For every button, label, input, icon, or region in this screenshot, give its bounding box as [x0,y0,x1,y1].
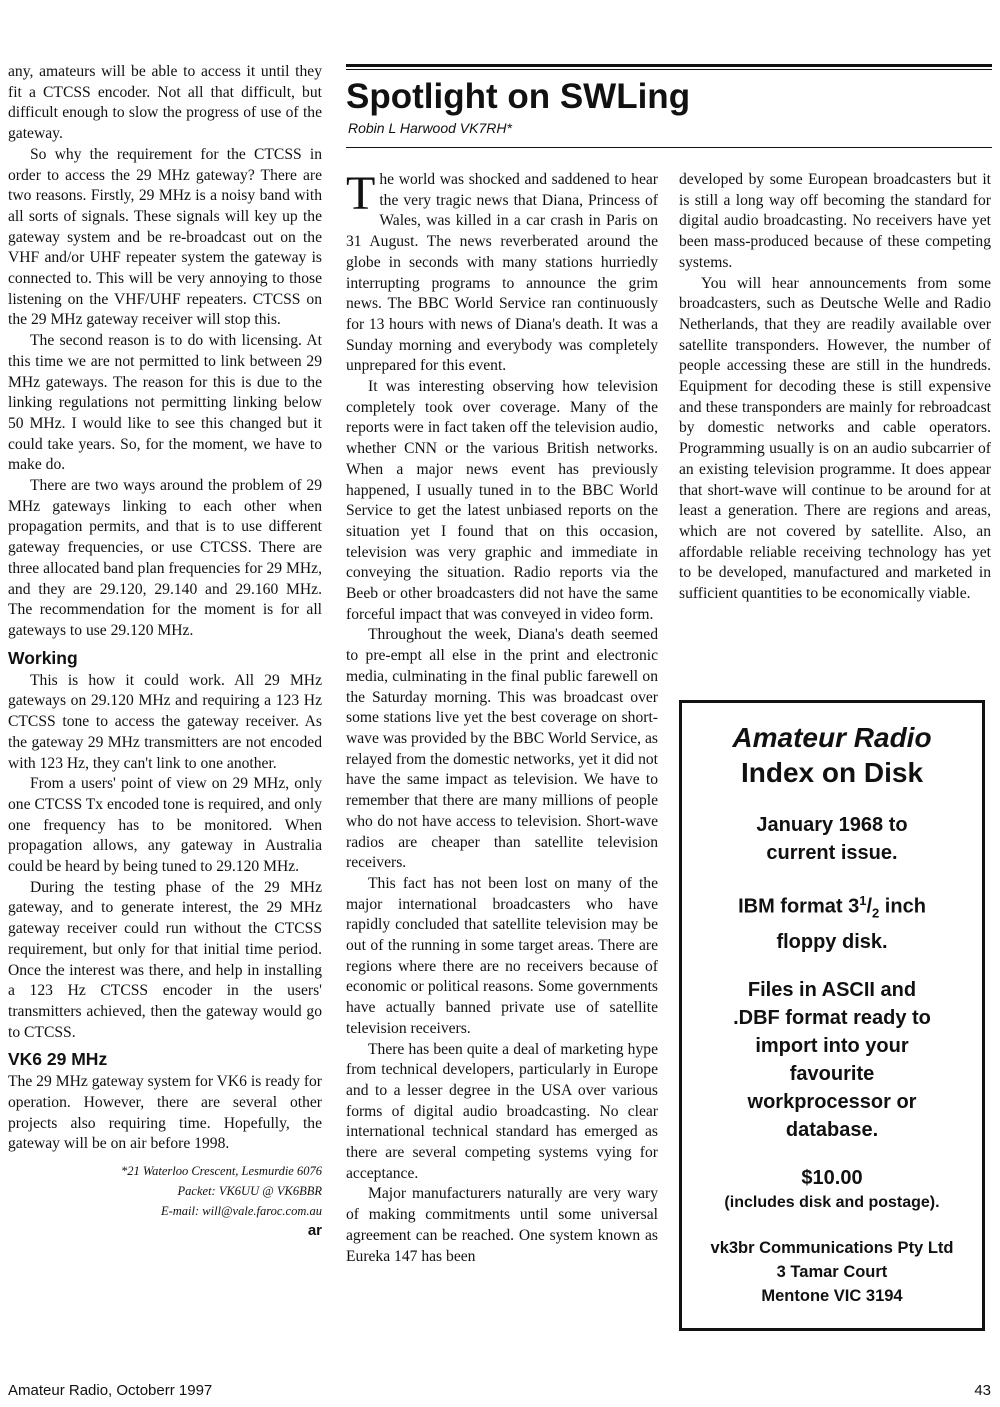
paragraph: It was interesting observing how television completely took over coverage. Many of the reports were in fact taken off the television audio, whether CNN or the various British networks. When a major news event has previously happened, I usually tuned in to the BBC World Service to get the latest unbiased reports on the situation yet I found that on this occasion, television was very graphic and immediate in conveying the situation. Radio reports via the Beeb or other broadcasters did not have the same forceful impact that was conveyed in video form. [346,378,658,623]
title-rule [346,64,992,67]
advert-title: Amateur Radio [732,722,932,753]
paragraph: Throughout the week, Diana's death seemed to pre-empt all else in the print and electronic media, culminating in the final public farewell on the Saturday morning. This was broadcast over some stations live yet the best coverage on short-wave was provided by the BBC World Service, as relayed from the domestic networks, yet it did not have the same impact as television. We have to remember that there are many millions of people who do not have access to television. Short-wave radios are cheaper than satellite television receivers. [346,626,658,872]
article-column-1 [346,167,658,1267]
advert-text: .DBF format ready to [733,1006,931,1029]
paragraph: During the testing phase of the 29 MHz gateway, and to generate interest, the 29 MHz gateway receiver could run without the CTCSS requirement, but only for that initial time period. Once the interest was there, and help in installing a 123 Hz CTCSS encoder in the users' transmitters achieved, then the gateway would go to CTCSS. [8,878,322,1041]
address-packet: Packet: VK6UU @ VK6BBR [177,1184,322,1199]
advert-title: Index on Disk [740,757,924,788]
advert-date-range [682,811,982,867]
paragraph: developed by some European broadcasters but it is still a long way off becoming the standard for digital audio broadcasting. No receivers have yet been mass-produced because of these competing systems. [679,171,991,271]
advert-price-note: (includes disk and postage). [724,1193,940,1211]
advert-text: January 1968 to [756,814,908,836]
paragraph: From a users' point of view on 29 MHz, only one CTCSS Tx encoded tone is required, and only one frequency has to be monitored. When propagation allows, any gateway in Australia could be heard by being tuned to 29.120 MHz. [8,775,322,876]
paragraph: Major manufacturers naturally are very wary of making commitments until some universal agreement can be reached. One system known as Eureka 147 has been [346,1185,658,1265]
paragraph: The second reason is to do with licensing. At this time we are not permitted to link between 29 MHz gateways. The reason for this is due to the linking regulations not permitting linking below 50 MHz. I would like to see this changed but it could take years. So, for the moment, we have to make do. [8,332,322,474]
paragraph: There has been quite a deal of marketing hype from technical developers, particularly in Europe and to a lesser degree in the USA over various forms of digital audio broadcasting. No clear international technical standard has emerged as there are several competing systems vying for acceptance. [346,1040,658,1182]
advert-text: floppy disk. [776,930,888,953]
company-street: 3 Tamar Court [776,1262,888,1281]
section-heading-vk6: VK6 29 MHz [8,1049,108,1070]
section-heading-working: Working [8,647,78,668]
paragraph: any, amateurs will be able to access it until they fit a CTCSS encoder. Not all that difficult, but difficult enough to slow the progress of use of the gateway. [8,63,322,143]
company-name: vk3br Communications Pty Ltd [710,1238,954,1257]
paragraph: So why the requirement for the CTCSS in order to access the 29 MHz gateway? There are two reasons. Firstly, 29 MHz is a noisy band with all sorts of signals. These signals will key up the gateway system and be re-broadcast out on the VHF and/or UHF repeater system the gateway is connected to. This will be very annoying to those listening on the VHF/UHF repeaters. CTCSS on the 29 MHz gateway receiver will stop this. [8,145,322,329]
left-column [8,62,322,1241]
paragraph: There are two ways around the problem of 29 MHz gateways linking to each other when propagation permits, and that is to use different gateway frequencies, or use CTCSS. There are three allocated band plan frequencies for 29 MHz, and they are 29.120, 29.140 and 29.160 MHz. The recommendation for the moment is for all gateways to use 29.120 MHz. [8,477,322,639]
drop-cap: T [346,167,376,220]
advert-text: workprocessor or [747,1090,917,1113]
advert-text: database. [785,1118,879,1141]
advert-text: Files in ASCII and [747,978,917,1001]
advert-text: favourite [789,1062,875,1085]
paragraph: The 29 MHz gateway system for VK6 is ready for operation. However, there are several other projects also requiring time. Hopefully, the gateway will be on air before 1998. [8,1073,322,1153]
advert-text: IBM format $3^1/_2$ inch [738,893,926,921]
advert-text: current issue. [766,842,898,864]
article-column-2 [679,170,991,605]
signoff-mark: ar [307,1222,322,1240]
page-number: 43 [974,1382,991,1399]
paragraph-lead [346,167,658,377]
author-address [8,1161,322,1221]
advert-company [682,1236,982,1308]
advert-text: import into your [755,1034,909,1057]
article-title: Spotlight on SWLing [346,77,691,116]
advert-box [679,700,985,1331]
address-line: *21 Waterloo Crescent, Lesmurdie 6076 [120,1164,322,1179]
article-byline: Robin L Harwood VK7RH* [348,120,512,136]
title-rule [346,147,992,148]
address-email: E-mail: will@vale.faroc.com.au [160,1204,322,1219]
company-city: Mentone VIC 3194 [761,1286,903,1305]
title-rule [346,69,992,70]
footer-publication: Amateur Radio, Octoberr 1997 [8,1382,213,1399]
advert-format [682,887,982,956]
paragraph: This fact has not been lost on many of the major international broadcasters who have rapidly concluded that satellite television may be out of the running in some target areas. There are regions where there are no receivers because of economic or political reasons. Some governments have actually banned private use of satellite television receivers. [346,874,658,1037]
lead-text: he world was shocked and saddened to hear the very tragic news that Diana, Princess of Wales, was killed in a car crash in Paris on 31 August. The news reverberated around the globe in seconds with many stations hurriedly interrupting programs to announce the grim news. The BBC World Service ran continuously for 13 hours with news of Diana's death. It was a Sunday morning and everybody was completely unprepared for this event. [346,171,658,375]
advert-price: $10.00 [801,1166,863,1189]
paragraph: This is how it could work. All 29 MHz gateways on 29.120 MHz and requiring a 123 Hz CTCSS tone to access the gateway receiver. As the gateway 29 MHz transmitters are not encoded with 123 Hz, they can't link to one another. [8,671,322,772]
paragraph: You will hear announcements from some broadcasters, such as Deutsche Welle and Radio Netherlands, that they are readily available over satellite transponders. However, the number of people accessing these are still in the hundreds. Equipment for decoding these is still expensive and these transponders are mainly for rebroadcast by domestic networks and cable operators. Programming usually is on an audio subcarrier of an existing television programme. It does appear that short-wave will continue to be around for at least a generation. There are regions and areas, which are not covered by satellite. Also, an affordable reliable receiving technology has yet to be developed, manufactured and marketed in sufficient quantities to be economically viable. [679,274,991,603]
advert-files [682,976,982,1144]
